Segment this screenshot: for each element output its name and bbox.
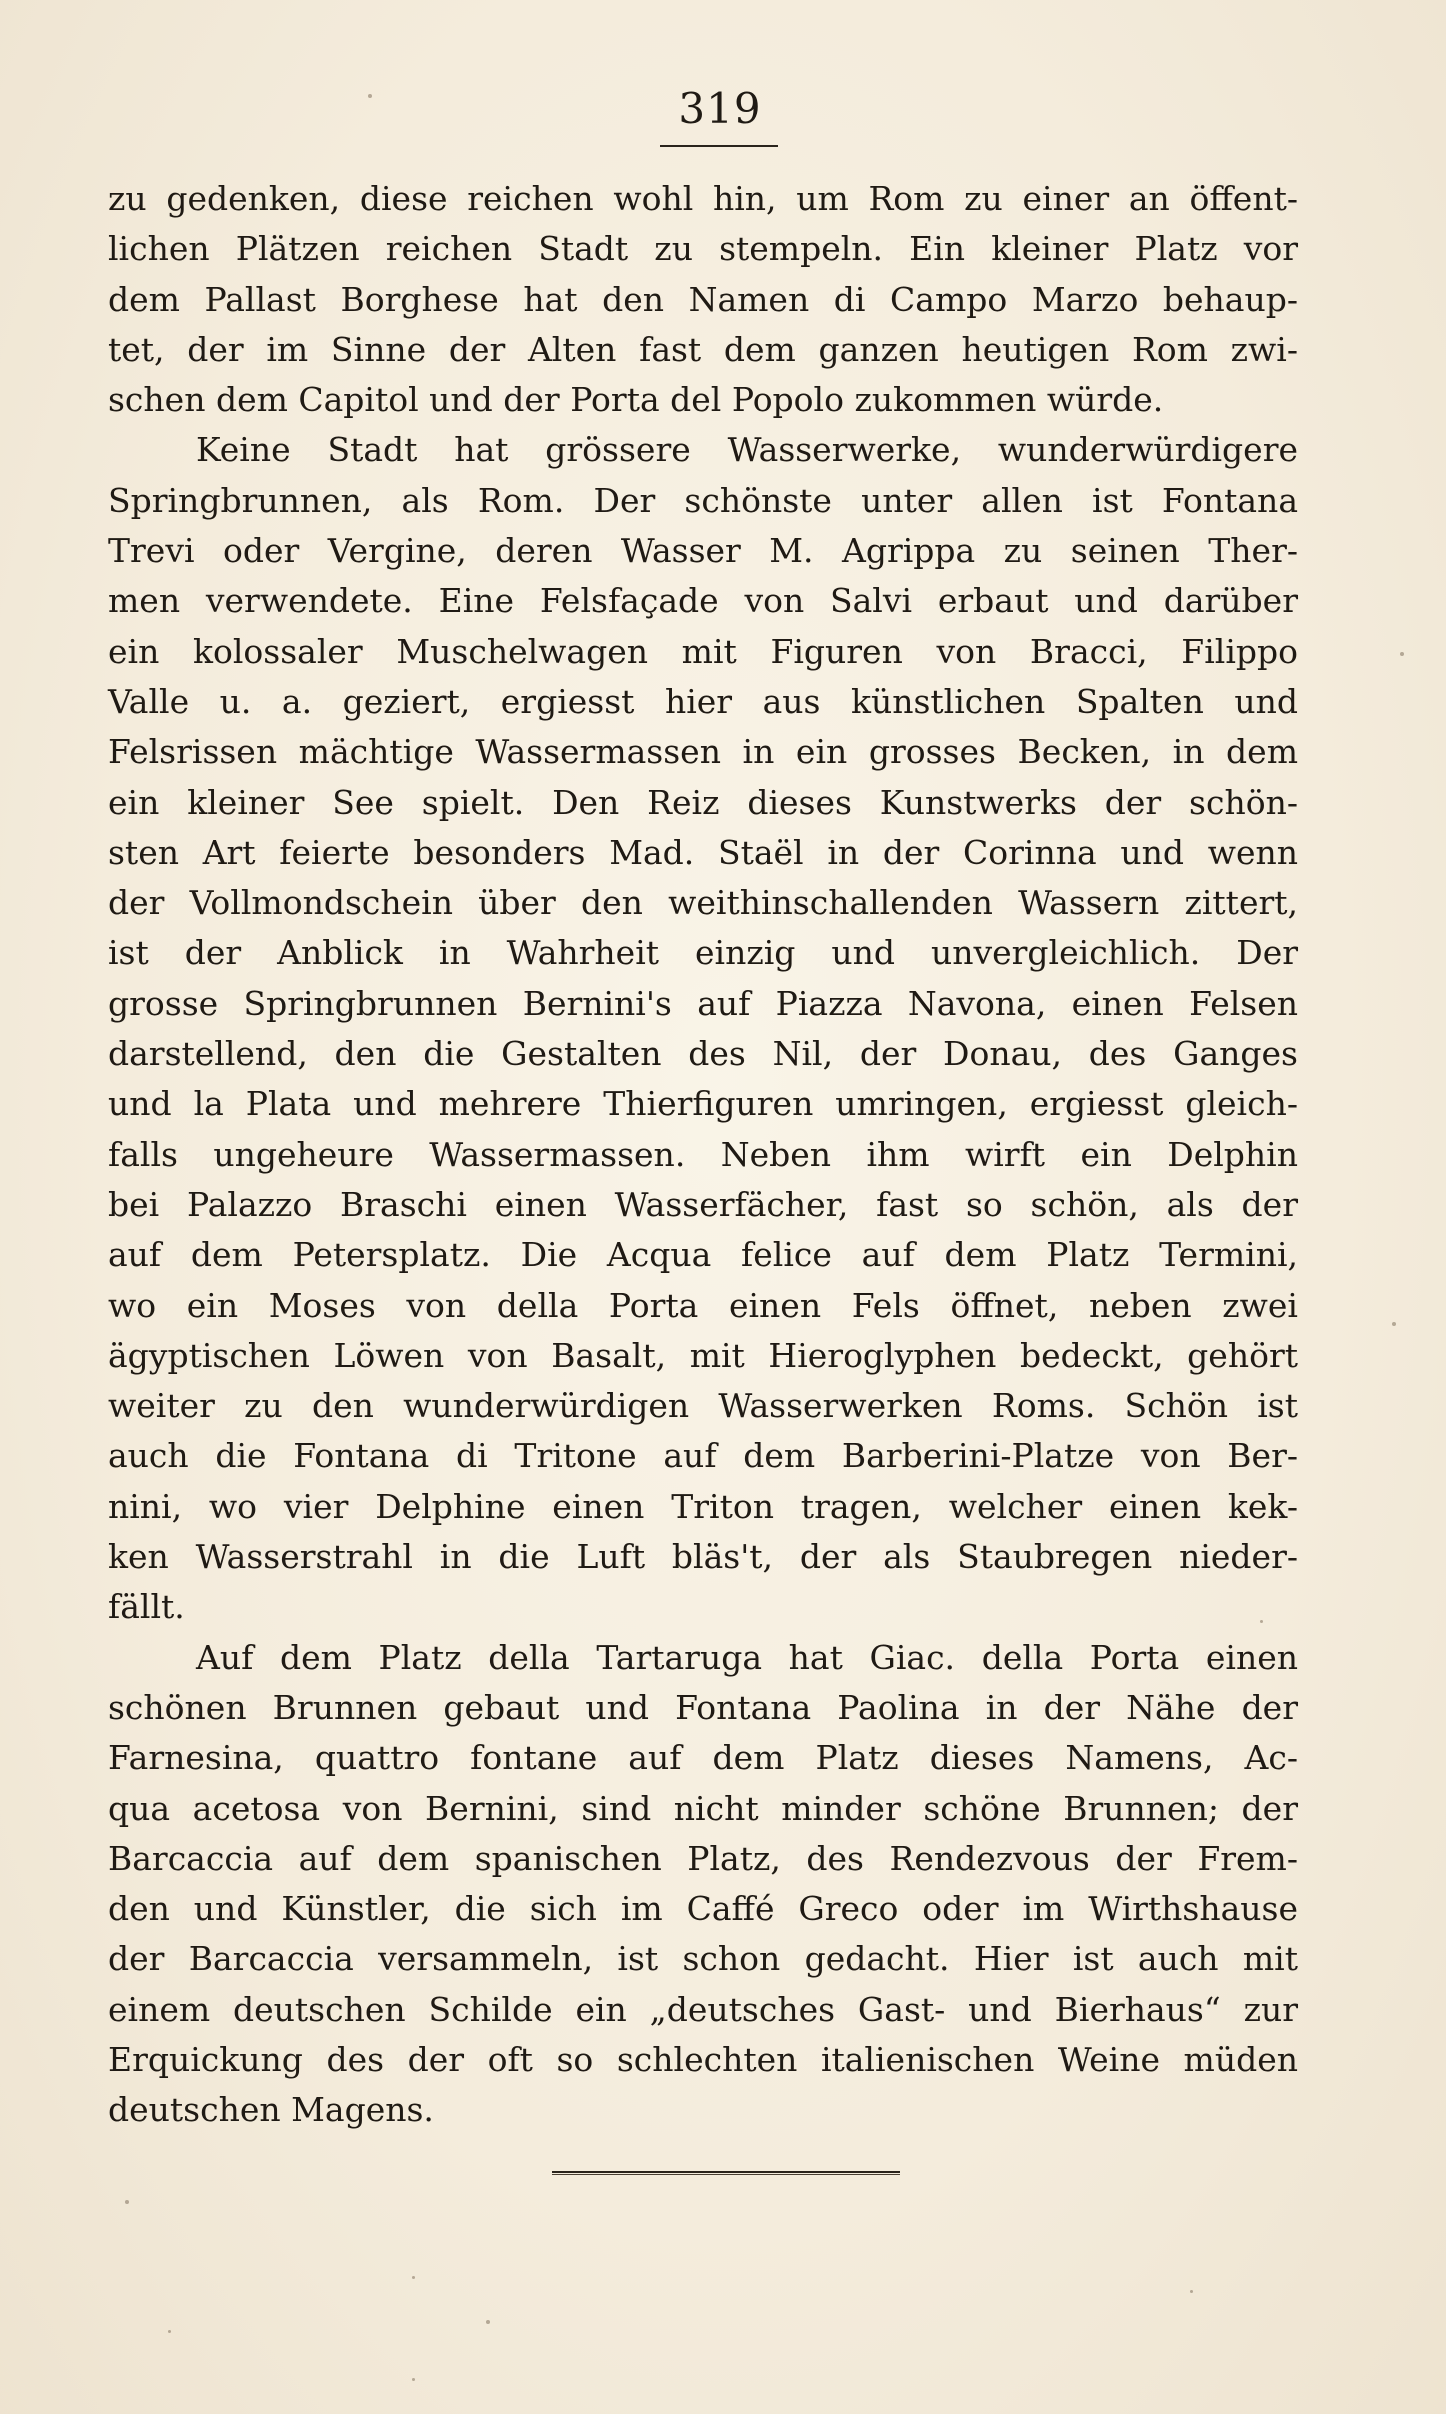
paper-speck (368, 94, 372, 98)
text-line: Springbrunnen, als Rom. Der schönste unter allen ist Fontana (108, 480, 1298, 520)
text-line: und la Plata und mehrere Thierfiguren umringen, ergiesst gleich- (108, 1084, 1298, 1124)
text-line: auch die Fontana di Tritone auf dem Barberini-Platze von Ber- (108, 1436, 1298, 1476)
text-line: dem Pallast Borghese hat den Namen di Campo Marzo behaup- (108, 279, 1298, 319)
text-line: Keine Stadt hat grössere Wasserwerke, wunderwürdigere (196, 430, 1298, 470)
text-line: bei Palazzo Braschi einen Wasserfächer, fast so schön, als der (108, 1184, 1298, 1224)
paper-speck (1190, 2290, 1193, 2293)
text-line: Felsrissen mächtige Wassermassen in ein grosses Becken, in dem (108, 732, 1298, 772)
text-line: auf dem Petersplatz. Die Acqua felice auf dem Platz Termini, (108, 1235, 1298, 1275)
text-line: deutschen Magens. (108, 2090, 434, 2130)
text-line: Trevi oder Vergine, deren Wasser M. Agrippa zu seinen Ther- (108, 531, 1298, 571)
text-line: wo ein Moses von della Porta einen Fels öffnet, neben zwei (108, 1285, 1298, 1325)
paper-speck (412, 2378, 415, 2381)
paragraph-3 (108, 1633, 1298, 2136)
text-line: ist der Anblick in Wahrheit einzig und unvergleichlich. Der (108, 933, 1298, 973)
text-line: fällt. (108, 1587, 185, 1627)
text-line: Farnesina, quattro fontane auf dem Platz dieses Namens, Ac- (108, 1738, 1298, 1778)
text-line: schönen Brunnen gebaut und Fontana Paolina in der Nähe der (108, 1687, 1298, 1727)
paragraph-1 (108, 174, 1298, 425)
header-rule (660, 145, 778, 147)
text-line: lichen Plätzen reichen Stadt zu stempeln. Ein kleiner Platz vor (108, 229, 1298, 269)
body-text (108, 174, 1298, 2136)
paper-speck (412, 2276, 415, 2279)
text-line: qua acetosa von Bernini, sind nicht minder schöne Brunnen; der (108, 1788, 1298, 1828)
text-line: Valle u. a. geziert, ergiesst hier aus künstlichen Spalten und (108, 681, 1298, 721)
text-line: falls ungeheure Wassermassen. Neben ihm wirft ein Delphin (108, 1134, 1298, 1174)
text-line: einem deutschen Schilde ein „deutsches Gast- und Bierhaus“ zur (108, 1989, 1298, 2029)
text-line: ken Wasserstrahl in die Luft bläs't, der als Staubregen nieder- (108, 1537, 1298, 1577)
text-line: den und Künstler, die sich im Caffé Greco oder im Wirthshause (108, 1889, 1298, 1929)
text-line: Barcaccia auf dem spanischen Platz, des Rendezvous der Frem- (108, 1838, 1298, 1878)
text-line: grosse Springbrunnen Bernini's auf Piazza Navona, einen Felsen (108, 983, 1298, 1023)
paper-speck (1392, 1322, 1396, 1326)
text-line: weiter zu den wunderwürdigen Wasserwerken Roms. Schön ist (108, 1386, 1298, 1426)
paper-speck (1260, 1620, 1263, 1623)
text-line: tet, der im Sinne der Alten fast dem ganzen heutigen Rom zwi- (108, 329, 1298, 369)
footer-rule-thick (552, 2171, 900, 2173)
text-line: darstellend, den die Gestalten des Nil, der Donau, des Ganges (108, 1034, 1298, 1074)
text-line: schen dem Capitol und der Porta del Popolo zukommen würde. (108, 380, 1164, 420)
footer-rule-thin (552, 2174, 900, 2175)
footer-rule (552, 2171, 900, 2175)
paragraph-2 (108, 425, 1298, 1632)
text-line: zu gedenken, diese reichen wohl hin, um Rom zu einer an öffent- (108, 179, 1298, 218)
page-number: 319 (678, 84, 762, 133)
text-line: men verwendete. Eine Felsfaçade von Salvi erbaut und darüber (108, 581, 1298, 621)
paper-speck (1400, 652, 1404, 656)
paper-speck (168, 2330, 171, 2333)
text-line: Auf dem Platz della Tartaruga hat Giac. della Porta einen (196, 1637, 1298, 1677)
text-line: ein kolossaler Muschelwagen mit Figuren von Bracci, Filippo (108, 631, 1298, 671)
paper-speck (125, 2200, 129, 2204)
paper-speck (486, 2320, 490, 2324)
text-line: ein kleiner See spielt. Den Reiz dieses Kunstwerks der schön- (108, 782, 1298, 822)
text-line: sten Art feierte besonders Mad. Staël in der Corinna und wenn (108, 832, 1298, 872)
text-line: der Vollmondschein über den weithinschallenden Wassern zittert, (108, 883, 1298, 923)
text-line: der Barcaccia versammeln, ist schon gedacht. Hier ist auch mit (108, 1939, 1298, 1979)
text-line: Erquickung des der oft so schlechten italienischen Weine müden (108, 2039, 1298, 2079)
text-line: ägyptischen Löwen von Basalt, mit Hieroglyphen bedeckt, gehört (108, 1335, 1298, 1375)
text-line: nini, wo vier Delphine einen Triton tragen, welcher einen kek- (108, 1486, 1298, 1526)
